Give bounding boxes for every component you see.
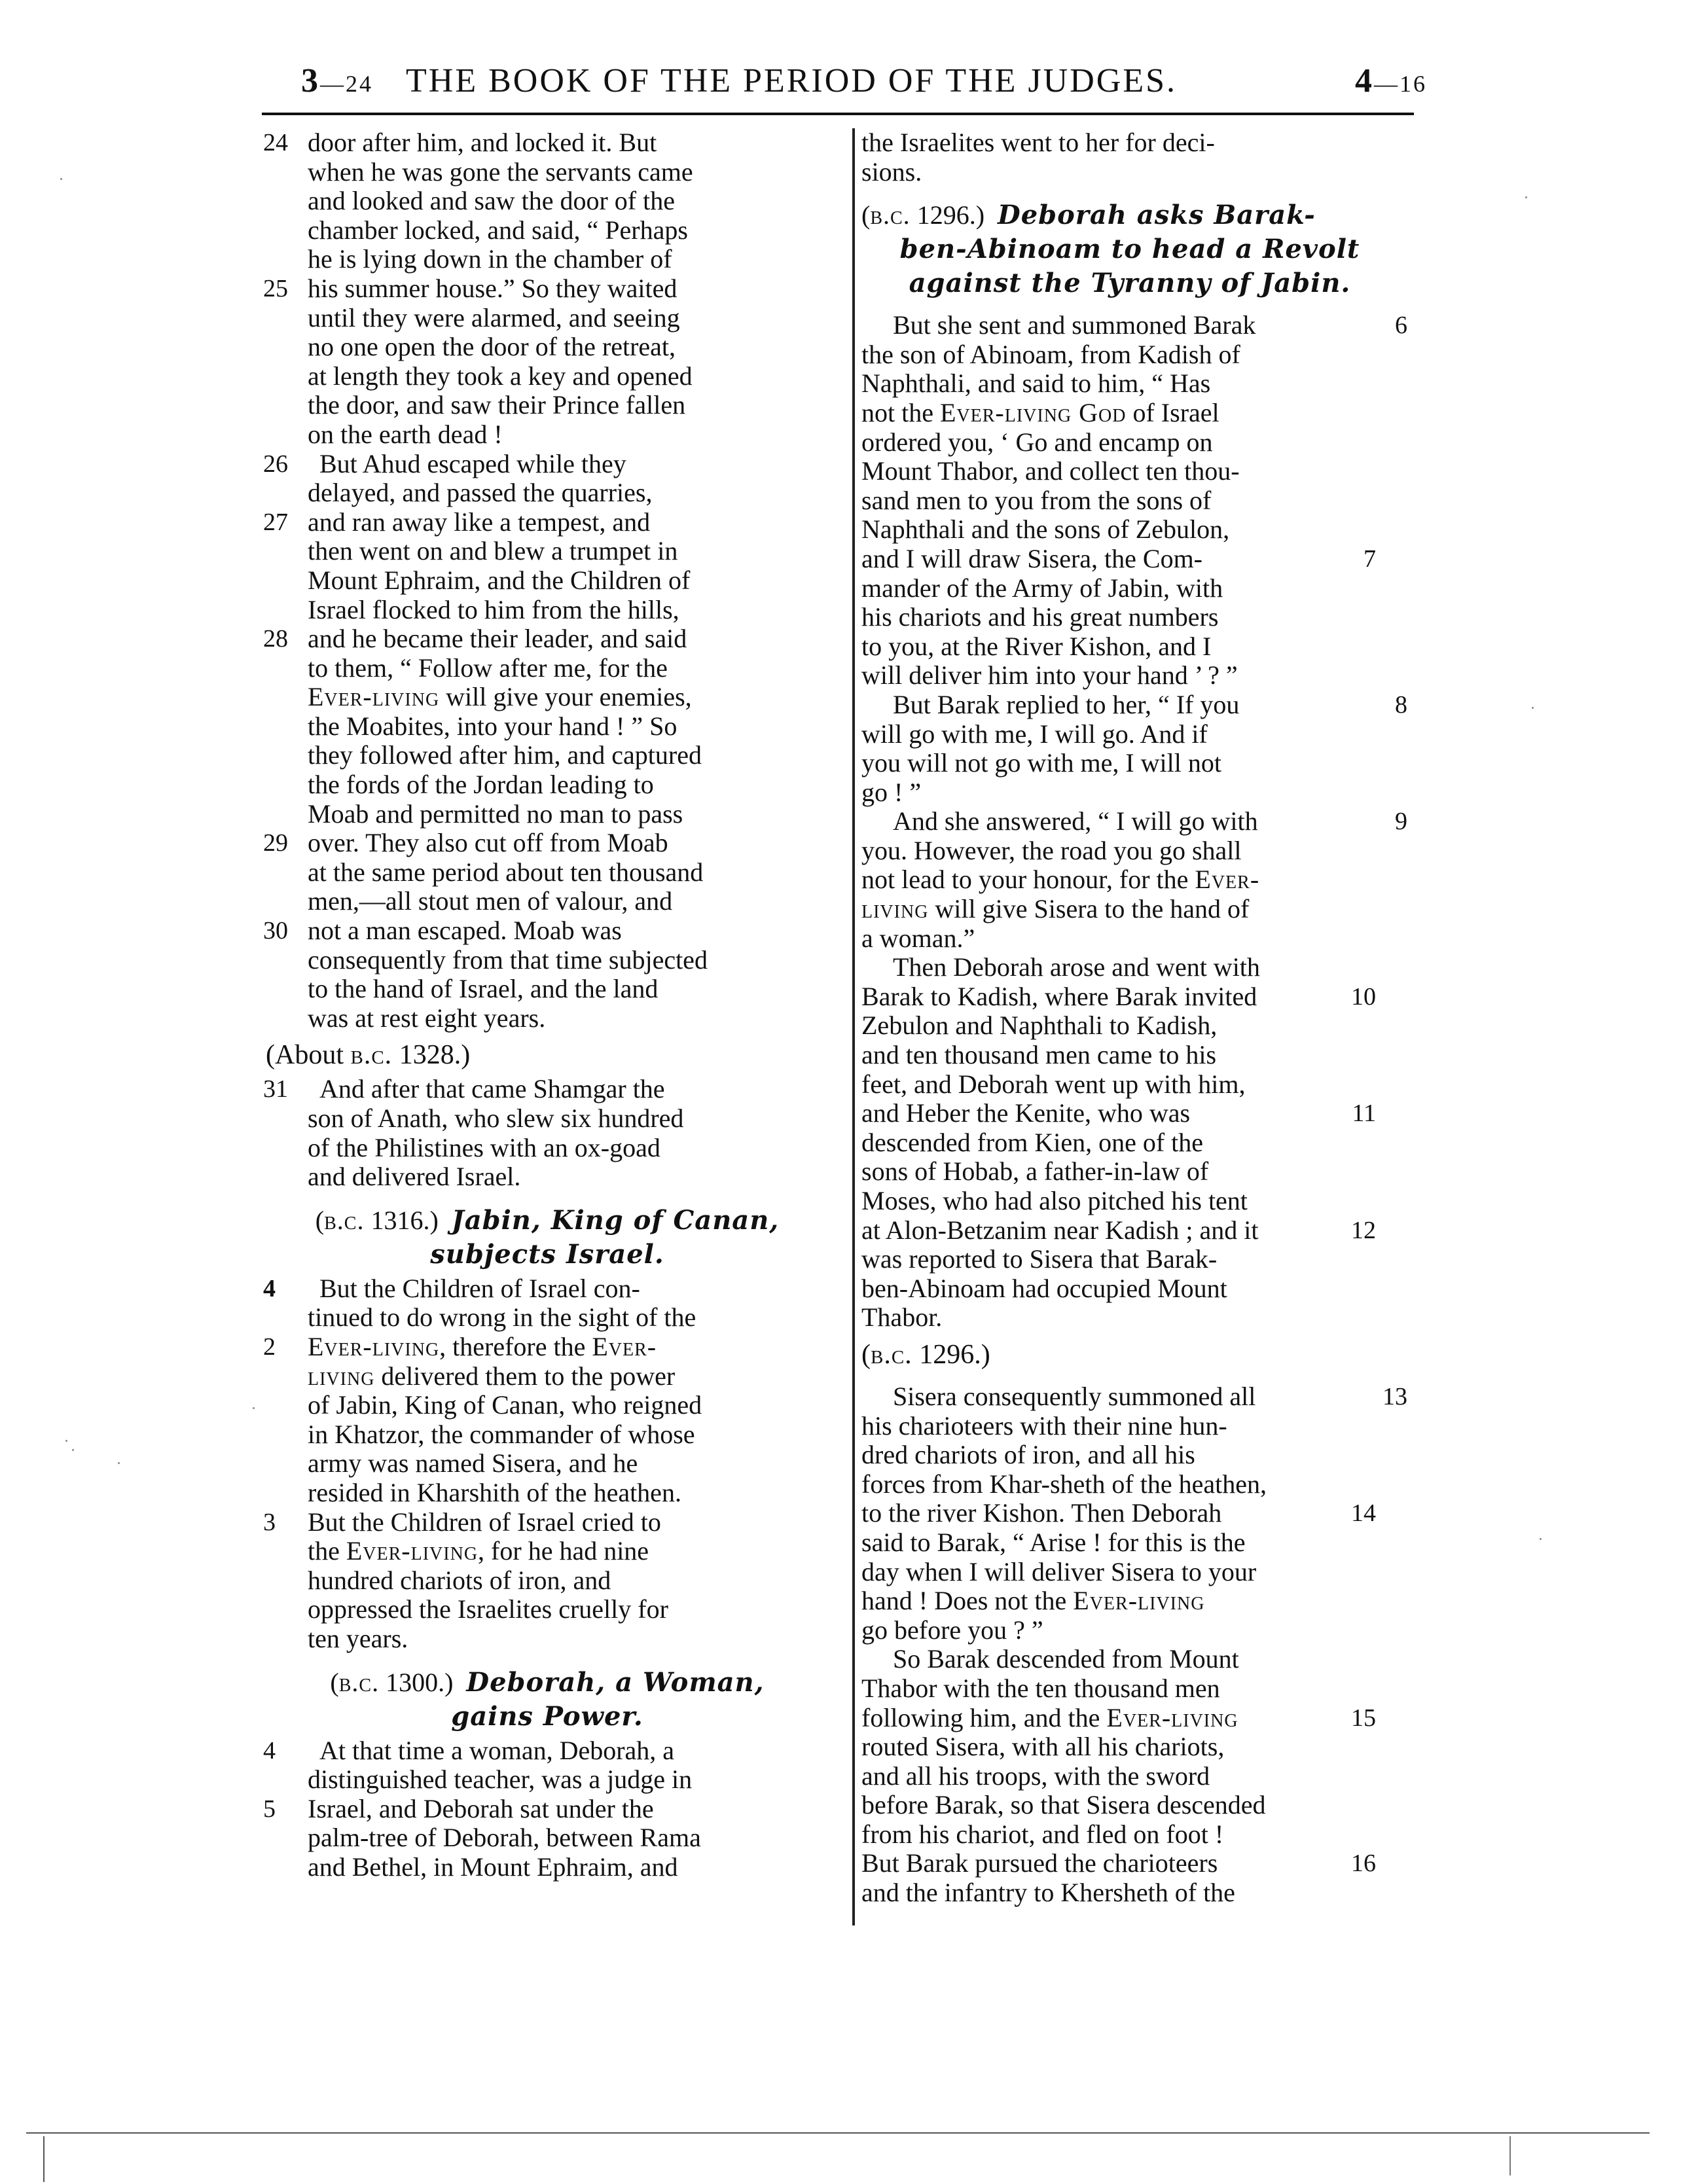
- text-line: was at rest eight years.: [308, 1003, 546, 1033]
- text-line: a woman.”: [861, 923, 975, 953]
- text-line: at the same period about ten thousand: [308, 857, 704, 887]
- scan-speck: [72, 1449, 74, 1451]
- text-line: then went on and blew a trumpet in: [308, 536, 678, 566]
- text-line: sand men to you from the sons of: [861, 485, 1212, 515]
- text-line: 4 But the Children of Israel con-: [263, 1273, 640, 1303]
- verse-number: 12: [1351, 1216, 1376, 1244]
- text-line: his chariots and his great numbers: [861, 602, 1219, 632]
- verse-number: 25: [263, 274, 288, 302]
- text-line: Ever-living will give your enemies,: [308, 682, 692, 712]
- text-line: hundred chariots of iron, and: [308, 1565, 611, 1595]
- text-line: But Barak replied to her, “ If you 8: [893, 689, 1407, 719]
- text-line: army was named Sisera, and he: [308, 1448, 638, 1478]
- text-line: Sisera consequently summoned all 13: [893, 1381, 1407, 1411]
- text-line: 25 his summer house.” So they waited: [263, 273, 677, 303]
- text-line: Israel flocked to him from the hills,: [308, 594, 679, 624]
- text-line: forces from Khar-sheth of the heathen,: [861, 1469, 1267, 1499]
- text-line: at Alon-Betzanim near Kadish ; and it 12: [861, 1215, 1376, 1245]
- text-line: his charioteers with their nine hun-: [861, 1410, 1227, 1441]
- text-line: the fords of the Jordan leading to: [308, 770, 654, 800]
- text-line: when he was gone the servants came: [308, 156, 693, 187]
- crop-mark: [1509, 2136, 1511, 2175]
- verse-number: 7: [1364, 545, 1376, 573]
- verse-number: 4: [263, 1736, 276, 1764]
- text-line: to them, “ Follow after me, for the: [308, 653, 668, 683]
- text-line: and delivered Israel.: [308, 1162, 521, 1192]
- section-heading: gains Power.: [451, 1700, 643, 1732]
- text-line: So Barak descended from Mount: [893, 1644, 1239, 1674]
- crop-mark: [43, 2136, 45, 2182]
- text-line: Naphthali and the sons of Zebulon,: [861, 514, 1230, 545]
- text-line: and the infantry to Khersheth of the: [861, 1878, 1235, 1908]
- verse-number: 24: [263, 129, 288, 156]
- text-line: not the Ever-living God of Israel: [861, 397, 1219, 427]
- text-line: dred chariots of iron, and all his: [861, 1440, 1195, 1470]
- text-line: But she sent and summoned Barak 6: [893, 310, 1407, 340]
- text-line: and Heber the Kenite, who was 11: [861, 1098, 1376, 1128]
- verse-number: 16: [1351, 1850, 1376, 1878]
- text-line: to the river Kishon. Then Deborah 14: [861, 1498, 1376, 1528]
- column-divider: [852, 128, 855, 1925]
- text-line: 29 over. They also cut off from Moab: [263, 828, 668, 858]
- text-line: son of Anath, who slew six hundred: [308, 1103, 684, 1133]
- text-line: ordered you, ‘ Go and encamp on: [861, 427, 1213, 457]
- text-line: tinued to do wrong in the sight of the: [308, 1302, 696, 1333]
- text-line: chamber locked, and said, “ Perhaps: [308, 215, 688, 245]
- section-heading: subjects Israel.: [430, 1238, 664, 1270]
- text-line: the son of Abinoam, from Kadish of: [861, 339, 1240, 369]
- text-line: ben-Abinoam had occupied Mount: [861, 1273, 1227, 1303]
- text-line: the door, and saw their Prince fallen: [308, 390, 686, 420]
- text-line: ten years.: [308, 1623, 408, 1653]
- text-line: and Bethel, in Mount Ephraim, and: [308, 1852, 678, 1882]
- section-heading: (b.c. 1296.) Deborah asks Barak-: [861, 200, 1316, 231]
- text-line: descended from Kien, one of the: [861, 1127, 1204, 1157]
- text-line: Zebulon and Naphthali to Kadish,: [861, 1011, 1218, 1041]
- text-line: in Khatzor, the commander of whose: [308, 1419, 695, 1449]
- text-line: And she answered, “ I will go with 9: [893, 806, 1407, 836]
- scan-speck: [1540, 1538, 1542, 1540]
- verse-number: 13: [1382, 1382, 1407, 1410]
- scan-speck: [60, 178, 62, 180]
- text-line: 3 But the Children of Israel cried to: [263, 1507, 661, 1537]
- text-line: men,—all stout men of valour, and: [308, 886, 673, 916]
- text-line: to the hand of Israel, and the land: [308, 974, 659, 1004]
- verse-number: 6: [1395, 312, 1407, 340]
- text-line: Thabor with the ten thousand men: [861, 1673, 1220, 1703]
- header-rule: [262, 113, 1414, 115]
- text-line: palm-tree of Deborah, between Rama: [308, 1823, 701, 1853]
- section-heading: ben-Abinoam to head a Revolt: [899, 234, 1360, 265]
- text-line: routed Sisera, with all his chariots,: [861, 1732, 1225, 1762]
- chapter-number: 4: [263, 1274, 276, 1302]
- verse-number: 28: [263, 625, 288, 653]
- text-line: 24 door after him, and locked it. But: [263, 128, 657, 157]
- text-line: Moses, who had also pitched his tent: [861, 1186, 1248, 1215]
- section-heading: (b.c. 1316.) Jabin, King of Canan,: [315, 1204, 780, 1236]
- text-line: living will give Sisera to the hand of: [861, 894, 1250, 924]
- verse-number: 5: [263, 1795, 276, 1823]
- text-line: living delivered them to the power: [308, 1361, 676, 1391]
- verse-number: 9: [1395, 808, 1407, 836]
- text-line: to you, at the River Kishon, and I: [861, 631, 1212, 661]
- text-line: go ! ”: [861, 777, 922, 807]
- text-line: will go with me, I will go. And if: [861, 719, 1208, 749]
- verse-number: 11: [1352, 1100, 1376, 1128]
- verse-number: 31: [263, 1075, 288, 1103]
- text-line: and looked and saw the door of the: [308, 186, 675, 216]
- text-line: resided in Kharshith of the heathen.: [308, 1477, 681, 1507]
- text-line: you. However, the road you go shall: [861, 835, 1242, 865]
- text-line: before Barak, so that Sisera descended: [861, 1790, 1266, 1820]
- verse-number: 29: [263, 829, 288, 857]
- text-line: Naphthali, and said to him, “ Has: [861, 368, 1211, 399]
- text-line: not lead to your honour, for the Ever-: [861, 865, 1260, 895]
- text-line: Moab and permitted no man to pass: [308, 798, 683, 829]
- section-heading: against the Tyranny of Jabin.: [909, 268, 1351, 299]
- text-line: distinguished teacher, was a judge in: [308, 1764, 693, 1795]
- text-line: of the Philistines with an ox-goad: [308, 1132, 660, 1162]
- verse-number: 27: [263, 508, 288, 536]
- text-line: and all his troops, with the sword: [861, 1761, 1210, 1791]
- right-chapter-ref: 4—16: [1355, 62, 1427, 99]
- text-line: feet, and Deborah went up with him,: [861, 1069, 1246, 1099]
- text-line: 27 and ran away like a tempest, and: [263, 507, 651, 537]
- text-line: hand ! Does not the Ever-living: [861, 1586, 1205, 1616]
- book-title: THE BOOK OF THE PERIOD OF THE JUDGES.: [406, 62, 1178, 99]
- text-line: Then Deborah arose and went with: [893, 952, 1260, 982]
- text-line: consequently from that time subjected: [308, 944, 708, 975]
- verse-number: 8: [1395, 690, 1407, 719]
- text-line: you will not go with me, I will not: [861, 748, 1221, 778]
- verse-number: 26: [263, 450, 288, 478]
- section-heading: (b.c. 1300.) Deborah, a Woman,: [330, 1666, 765, 1698]
- verse-number: 2: [263, 1333, 276, 1361]
- text-line: But Barak pursued the charioteers 16: [861, 1848, 1376, 1878]
- text-line: Mount Ephraim, and the Children of: [308, 565, 691, 595]
- scan-edge-line: [26, 2132, 1650, 2134]
- text-line: 2 Ever-living, therefore the Ever-: [263, 1331, 657, 1361]
- text-line: 26 But Ahud escaped while they: [263, 448, 626, 478]
- scan-speck: [253, 1407, 255, 1409]
- text-line: day when I will deliver Sisera to your: [861, 1556, 1257, 1586]
- text-line: the Ever-living, for he had nine: [308, 1536, 649, 1566]
- text-line: 5 Israel, and Deborah sat under the: [263, 1793, 654, 1823]
- text-line: was reported to Sisera that Barak-: [861, 1244, 1218, 1274]
- text-line: they followed after him, and captured: [308, 740, 702, 770]
- right-column: [861, 128, 1464, 1908]
- scan-speck: [118, 1462, 120, 1464]
- text-line: until they were alarmed, and seeing: [308, 302, 680, 332]
- date-heading: (b.c. 1296.): [861, 1339, 990, 1370]
- text-line: Mount Thabor, and collect ten thou-: [861, 456, 1240, 486]
- text-line: mander of the Army of Jabin, with: [861, 573, 1223, 603]
- verse-number: 14: [1351, 1499, 1376, 1528]
- text-line: 28 and he became their leader, and said: [263, 624, 687, 654]
- text-line: 31 And after that came Shamgar the: [263, 1074, 665, 1104]
- text-line: and I will draw Sisera, the Com- 7: [861, 543, 1376, 573]
- text-line: said to Barak, “ Arise ! for this is the: [861, 1527, 1246, 1557]
- verse-number: 15: [1351, 1704, 1376, 1732]
- text-line: 4 At that time a woman, Deborah, a: [263, 1735, 675, 1765]
- verse-number: 3: [263, 1508, 276, 1536]
- text-line: sons of Hobab, a father-in-law of: [861, 1156, 1209, 1187]
- left-chapter-ref: 3—24: [301, 62, 373, 99]
- text-line: oppressed the Israelites cruelly for: [308, 1594, 668, 1624]
- text-line: will deliver him into your hand ’ ? ”: [861, 660, 1238, 690]
- text-line: the Moabites, into your hand ! ” So: [308, 711, 677, 741]
- text-line: sions.: [861, 156, 922, 187]
- text-line: go before you ? ”: [861, 1615, 1043, 1645]
- date-heading: (About b.c. 1328.): [266, 1040, 471, 1071]
- text-line: on the earth dead !: [308, 419, 503, 449]
- scan-speck: [65, 1440, 67, 1442]
- left-column: [259, 128, 835, 1882]
- text-line: Thabor.: [861, 1302, 943, 1333]
- verse-number: 10: [1351, 982, 1376, 1011]
- text-line: no one open the door of the retreat,: [308, 332, 676, 362]
- text-line: the Israelites went to her for deci-: [861, 128, 1215, 157]
- scan-speck: [1525, 196, 1527, 198]
- running-head: [301, 62, 1427, 107]
- text-line: delayed, and passed the quarries,: [308, 478, 653, 508]
- text-line: from his chariot, and fled on foot !: [861, 1819, 1224, 1849]
- text-line: of Jabin, King of Canan, who reigned: [308, 1390, 702, 1420]
- text-line: and ten thousand men came to his: [861, 1040, 1217, 1070]
- verse-number: 30: [263, 917, 288, 945]
- text-line: at length they took a key and opened: [308, 361, 693, 391]
- text-line: 30 not a man escaped. Moab was: [263, 916, 622, 946]
- text-line: he is lying down in the chamber of: [308, 244, 672, 274]
- text-line: Barak to Kadish, where Barak invited 10: [861, 981, 1376, 1011]
- text-line: following him, and the Ever-living 15: [861, 1702, 1376, 1732]
- scan-speck: [1532, 707, 1534, 709]
